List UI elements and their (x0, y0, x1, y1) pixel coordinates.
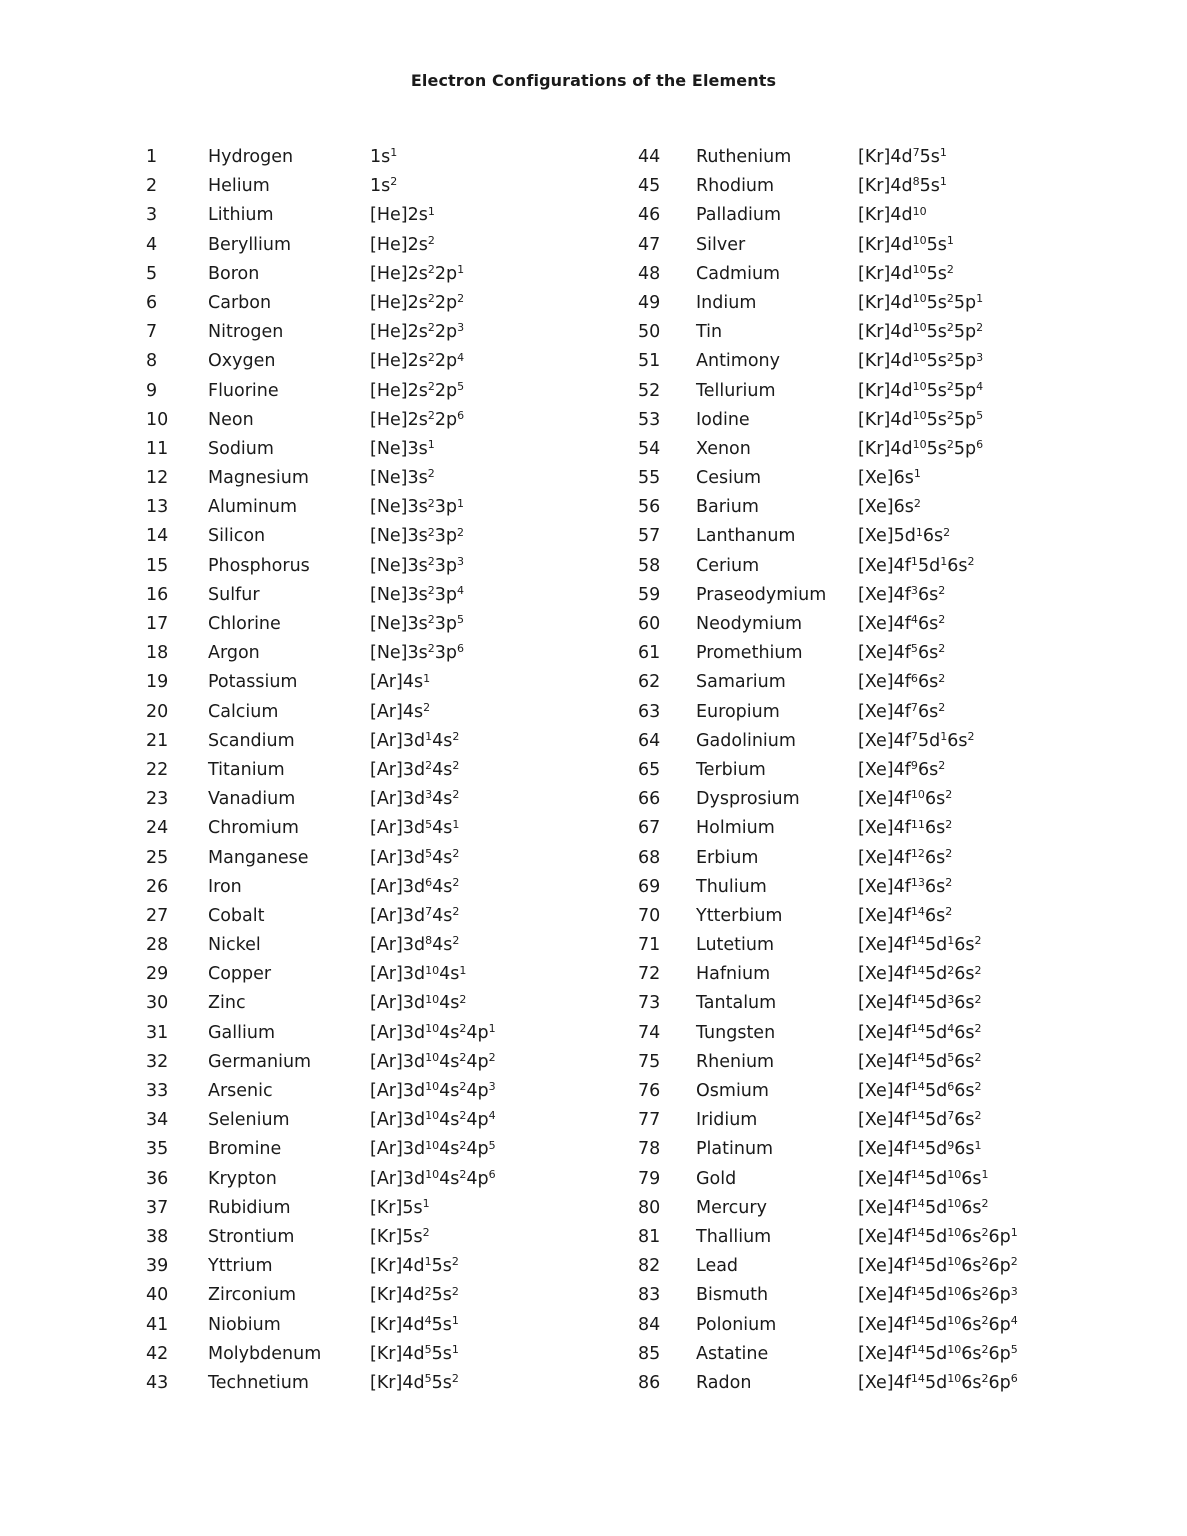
element-atomic-number: 39 (146, 1256, 169, 1277)
element-name: Dysprosium (696, 789, 800, 810)
element-electron-configuration: $[Xe]4f^36s^2$ (858, 584, 946, 605)
element-electron-configuration: $[Ar]3d^14s^2$ (370, 730, 460, 751)
element-name: Hafnium (696, 964, 771, 985)
element-atomic-number: 48 (638, 263, 661, 284)
element-atomic-number: 52 (638, 380, 661, 401)
element-atomic-number: 57 (638, 526, 661, 547)
element-name: Iodine (696, 409, 750, 430)
element-atomic-number: 76 (638, 1081, 661, 1101)
element-electron-configuration: $[He]2s^2$ (370, 233, 435, 255)
element-electron-configuration: $[Ne]3s^23p^3$ (370, 554, 465, 576)
element-atomic-number: 55 (638, 468, 661, 489)
element-name: Helium (208, 176, 270, 197)
element-name: Iridium (696, 1110, 758, 1131)
element-atomic-number: 15 (146, 555, 169, 576)
element-electron-configuration: $[He]2s^22p^1$ (370, 263, 465, 284)
element-electron-configuration: $[Xe]4f^{14}5d^{10}6s^1$ (858, 1167, 989, 1189)
element-name: Antimony (696, 351, 780, 372)
element-electron-configuration: $[Ne]3s^23p^6$ (370, 642, 465, 664)
element-name: Erbium (696, 847, 759, 868)
element-electron-configuration: $[Xe]4f^{14}5d^{10}6s^26p^5$ (858, 1342, 1018, 1364)
element-electron-configuration: $[Xe]6s^1$ (858, 467, 921, 489)
element-atomic-number: 59 (638, 584, 661, 605)
element-name: Potassium (208, 672, 298, 693)
element-name: Osmium (696, 1081, 769, 1101)
element-atomic-number: 11 (146, 438, 169, 459)
element-name: Calcium (208, 701, 279, 722)
element-atomic-number: 56 (638, 497, 661, 518)
element-name: Yttrium (208, 1256, 273, 1277)
element-electron-configuration: $[Kr]4d^75s^1$ (858, 146, 947, 167)
element-atomic-number: 40 (146, 1285, 169, 1306)
element-atomic-number: 80 (638, 1197, 661, 1218)
page-title: Electron Configurations of the Elements (410, 71, 777, 90)
element-atomic-number: 51 (638, 351, 661, 372)
element-electron-configuration: $[Ar]3d^64s^2$ (370, 875, 460, 897)
element-name: Arsenic (208, 1081, 273, 1101)
element-atomic-number: 10 (146, 409, 169, 430)
element-atomic-number: 44 (638, 147, 661, 167)
element-name: Manganese (208, 847, 309, 868)
element-name: Argon (208, 643, 260, 664)
element-name: Polonium (696, 1314, 777, 1335)
element-name: Zirconium (208, 1285, 297, 1306)
element-electron-configuration: $[Xe]4f^{12}6s^2$ (858, 846, 953, 868)
element-electron-configuration: $[Xe]4f^{14}5d^{10}6s^26p^1$ (858, 1226, 1018, 1247)
element-atomic-number: 50 (638, 322, 661, 343)
element-name: Silver (696, 234, 746, 255)
element-electron-configuration: $[Xe]4f^{14}5d^26s^2$ (858, 963, 982, 985)
element-name: Rhenium (696, 1051, 775, 1072)
element-electron-configuration: $[Kr]4d^55s^1$ (370, 1342, 459, 1364)
element-name: Chlorine (208, 614, 281, 634)
element-atomic-number: 30 (146, 993, 169, 1014)
element-name: Sulfur (208, 584, 260, 605)
element-name: Bromine (208, 1139, 282, 1160)
element-electron-configuration: $[Xe]6s^2$ (858, 496, 921, 518)
element-name: Fluorine (208, 380, 279, 401)
element-atomic-number: 54 (638, 438, 661, 459)
element-electron-configuration: $[Ar]4s^2$ (370, 700, 431, 722)
element-electron-configuration: $[Kr]5s^1$ (370, 1197, 430, 1218)
element-electron-configuration: $[Xe]4f^{14}5d^{10}6s^26p^2$ (858, 1255, 1018, 1277)
element-name: Barium (696, 497, 759, 518)
element-name: Chromium (208, 818, 299, 839)
element-name: Tin (696, 322, 723, 343)
element-name: Gallium (208, 1022, 276, 1043)
element-electron-configuration: $[Ar]3d^{10}4s^24p^2$ (370, 1051, 496, 1072)
element-name: Xenon (696, 438, 751, 459)
element-atomic-number: 42 (146, 1343, 169, 1364)
element-electron-configuration: $[Ar]3d^84s^2$ (370, 934, 460, 956)
element-electron-configuration: $[Ar]3d^24s^2$ (370, 759, 460, 780)
element-atomic-number: 62 (638, 672, 661, 693)
element-electron-configuration: $[Xe]4f^{14}5d^{10}6s^26p^3$ (858, 1284, 1018, 1306)
element-name: Palladium (696, 205, 782, 226)
element-electron-configuration: $[Kr]4d^{10}5s^25p^3$ (858, 350, 984, 372)
element-electron-configuration: $[Ne]3s^23p^2$ (370, 525, 465, 547)
element-name: Praseodymium (696, 584, 827, 605)
element-atomic-number: 38 (146, 1226, 169, 1247)
element-name: Germanium (208, 1051, 312, 1072)
element-electron-configuration: $[Ne]3s^23p^1$ (370, 496, 465, 518)
element-atomic-number: 46 (638, 205, 661, 226)
element-electron-configuration: $[Xe]4f^{14}5d^{10}6s^2$ (858, 1197, 989, 1218)
element-electron-configuration: $[Xe]4f^{14}5d^96s^1$ (858, 1138, 982, 1160)
element-electron-configuration: $[Xe]4f^96s^2$ (858, 759, 946, 780)
element-atomic-number: 33 (146, 1081, 169, 1101)
element-electron-configuration: $[Xe]4f^{14}5d^{10}6s^26p^4$ (858, 1313, 1018, 1335)
element-name: Holmium (696, 818, 775, 839)
element-name: Cadmium (696, 263, 781, 284)
element-electron-configuration: $[Ar]3d^{10}4s^2$ (370, 992, 467, 1014)
element-name: Vanadium (208, 789, 296, 810)
element-atomic-number: 64 (638, 730, 661, 751)
element-name: Europium (696, 701, 780, 722)
element-name: Gold (696, 1168, 737, 1189)
element-electron-configuration: $[Ar]3d^{10}4s^24p^6$ (370, 1167, 496, 1189)
element-name: Lead (696, 1256, 739, 1277)
element-name: Tellurium (696, 380, 776, 401)
element-atomic-number: 41 (146, 1314, 169, 1335)
element-electron-configuration: $[Xe]4f^{10}6s^2$ (858, 788, 953, 810)
element-electron-configuration: $[Xe]4f^{14}6s^2$ (858, 905, 953, 926)
element-name: Ruthenium (696, 147, 792, 167)
element-electron-configuration: $[Xe]4f^66s^2$ (858, 671, 946, 693)
element-atomic-number: 79 (638, 1168, 661, 1189)
element-name: Boron (208, 263, 260, 284)
element-name: Phosphorus (208, 555, 310, 576)
element-name: Sodium (208, 438, 274, 459)
element-electron-configuration: $[Xe]4f^{14}5d^76s^2$ (858, 1109, 982, 1131)
element-electron-configuration: $[Xe]4f^{14}5d^56s^2$ (858, 1051, 982, 1072)
element-electron-configuration: $[Xe]4f^{14}5d^66s^2$ (858, 1080, 982, 1101)
element-name: Molybdenum (208, 1343, 322, 1364)
element-name: Promethium (696, 643, 803, 664)
element-electron-configuration: $[Kr]4d^45s^1$ (370, 1313, 459, 1335)
element-electron-configuration: $[Xe]4f^76s^2$ (858, 700, 946, 722)
element-atomic-number: 47 (638, 234, 661, 255)
element-atomic-number: 26 (146, 876, 169, 897)
element-name: Nickel (208, 935, 261, 956)
element-electron-configuration: $[Kr]4d^{10}$ (858, 204, 927, 226)
element-electron-configuration: $[Xe]5d^16s^2$ (858, 525, 951, 547)
element-atomic-number: 83 (638, 1285, 661, 1306)
element-atomic-number: 27 (146, 905, 169, 926)
element-atomic-number: 22 (146, 759, 169, 780)
element-atomic-number: 84 (638, 1314, 661, 1335)
element-electron-configuration: $[Ar]3d^54s^2$ (370, 846, 460, 868)
element-electron-configuration: $[Xe]4f^{13}6s^2$ (858, 875, 953, 897)
element-electron-configuration: $[Ar]3d^{10}4s^24p^1$ (370, 1021, 496, 1043)
element-electron-configuration: $[Kr]4d^{10}5s^25p^4$ (858, 379, 984, 401)
element-electron-configuration: $[He]2s^22p^5$ (370, 379, 465, 401)
element-name: Bismuth (696, 1285, 769, 1306)
element-atomic-number: 77 (638, 1110, 661, 1131)
element-atomic-number: 36 (146, 1168, 169, 1189)
element-atomic-number: 18 (146, 643, 169, 664)
element-electron-configuration: $[Xe]4f^{11}6s^2$ (858, 817, 953, 839)
element-name: Nitrogen (208, 322, 284, 343)
element-name: Mercury (696, 1197, 767, 1218)
element-atomic-number: 81 (638, 1226, 661, 1247)
element-electron-configuration: $[Kr]4d^15s^2$ (370, 1255, 459, 1277)
element-electron-configuration: $[Xe]4f^{14}5d^46s^2$ (858, 1021, 982, 1043)
element-name: Ytterbium (696, 905, 783, 926)
element-electron-configuration: $[Kr]4d^85s^1$ (858, 175, 947, 197)
element-electron-configuration: $[Xe]4f^{14}5d^16s^2$ (858, 934, 982, 956)
element-atomic-number: 12 (146, 468, 169, 489)
element-name: Technetium (208, 1372, 309, 1393)
element-name: Copper (208, 964, 272, 985)
element-name: Cerium (696, 555, 760, 576)
element-name: Gadolinium (696, 730, 796, 751)
element-name: Radon (696, 1372, 752, 1393)
element-electron-configuration: $[Kr]4d^{10}5s^25p^1$ (858, 292, 984, 313)
element-name: Cesium (696, 468, 762, 489)
element-electron-configuration: $[Xe]4f^56s^2$ (858, 642, 946, 664)
element-electron-configuration: $[Kr]5s^2$ (370, 1226, 430, 1247)
element-atomic-number: 53 (638, 409, 661, 430)
element-atomic-number: 17 (146, 614, 169, 634)
element-atomic-number: 1 (146, 147, 158, 167)
element-name: Oxygen (208, 351, 276, 372)
element-name: Terbium (696, 759, 766, 780)
element-atomic-number: 6 (146, 292, 158, 313)
element-name: Hydrogen (208, 147, 294, 167)
element-atomic-number: 32 (146, 1051, 169, 1072)
element-electron-configuration: $[Xe]4f^75d^16s^2$ (858, 730, 975, 751)
element-atomic-number: 5 (146, 263, 158, 284)
element-atomic-number: 74 (638, 1022, 661, 1043)
element-atomic-number: 49 (638, 292, 661, 313)
element-electron-configuration: $[Ar]3d^54s^1$ (370, 817, 460, 839)
element-name: Carbon (208, 292, 272, 313)
element-atomic-number: 60 (638, 614, 661, 634)
element-atomic-number: 35 (146, 1139, 169, 1160)
element-atomic-number: 25 (146, 847, 169, 868)
element-name: Lithium (208, 205, 274, 226)
element-atomic-number: 69 (638, 876, 661, 897)
element-atomic-number: 71 (638, 935, 661, 956)
element-electron-configuration: $[He]2s^22p^4$ (370, 350, 465, 372)
element-electron-configuration: $[He]2s^22p^2$ (370, 292, 465, 313)
element-atomic-number: 29 (146, 964, 169, 985)
element-name: Krypton (208, 1168, 277, 1189)
element-name: Platinum (696, 1139, 774, 1160)
element-name: Strontium (208, 1226, 295, 1247)
element-atomic-number: 16 (146, 584, 169, 605)
element-electron-configuration: $[Kr]4d^{10}5s^25p^5$ (858, 408, 984, 430)
element-name: Niobium (208, 1314, 281, 1335)
element-atomic-number: 63 (638, 701, 661, 722)
element-name: Lanthanum (696, 526, 796, 547)
element-electron-configuration: $[Kr]4d^{10}5s^1$ (858, 233, 954, 255)
element-name: Scandium (208, 730, 295, 751)
element-atomic-number: 34 (146, 1110, 169, 1131)
element-electron-configuration: $[Kr]4d^25s^2$ (370, 1284, 459, 1306)
element-atomic-number: 65 (638, 759, 661, 780)
element-atomic-number: 75 (638, 1051, 661, 1072)
element-name: Neon (208, 409, 254, 430)
element-atomic-number: 13 (146, 497, 169, 518)
element-electron-configuration: $[Kr]4d^55s^2$ (370, 1372, 459, 1393)
element-electron-configuration: $[Ar]4s^1$ (370, 671, 431, 693)
element-electron-configuration: $[Kr]4d^{10}5s^25p^2$ (858, 321, 984, 343)
element-atomic-number: 67 (638, 818, 661, 839)
element-atomic-number: 45 (638, 176, 661, 197)
element-electron-configuration: $[Ne]3s^23p^5$ (370, 613, 465, 634)
element-name: Astatine (696, 1343, 769, 1364)
element-electron-configuration: $[Ar]3d^{10}4s^24p^5$ (370, 1138, 496, 1160)
element-name: Cobalt (208, 905, 265, 926)
element-electron-configuration: $[He]2s^22p^3$ (370, 321, 465, 343)
element-atomic-number: 14 (146, 526, 169, 547)
element-electron-configuration: $[Ne]3s^1$ (370, 438, 435, 459)
element-atomic-number: 7 (146, 322, 158, 343)
element-name: Silicon (208, 526, 266, 547)
element-name: Thallium (696, 1226, 772, 1247)
element-name: Titanium (208, 759, 285, 780)
element-atomic-number: 28 (146, 935, 169, 956)
element-name: Magnesium (208, 468, 309, 489)
element-name: Lutetium (696, 935, 775, 956)
element-atomic-number: 19 (146, 672, 169, 693)
element-name: Rubidium (208, 1197, 291, 1218)
element-atomic-number: 72 (638, 964, 661, 985)
element-atomic-number: 23 (146, 789, 169, 810)
element-atomic-number: 20 (146, 701, 169, 722)
element-electron-configuration: $[Ar]3d^74s^2$ (370, 905, 460, 926)
element-electron-configuration: $[Xe]4f^46s^2$ (858, 613, 946, 634)
element-electron-configuration: $[He]2s^22p^6$ (370, 408, 465, 430)
element-atomic-number: 86 (638, 1372, 661, 1393)
element-name: Aluminum (208, 497, 298, 518)
element-name: Iron (208, 876, 242, 897)
element-atomic-number: 4 (146, 234, 158, 255)
element-atomic-number: 2 (146, 176, 158, 197)
element-atomic-number: 21 (146, 730, 169, 751)
element-electron-configuration: $[Ne]3s^23p^4$ (370, 584, 465, 605)
element-electron-configuration: $1s^1$ (370, 146, 398, 167)
element-atomic-number: 58 (638, 555, 661, 576)
element-atomic-number: 70 (638, 905, 661, 926)
element-atomic-number: 8 (146, 351, 158, 372)
element-atomic-number: 78 (638, 1139, 661, 1160)
element-atomic-number: 43 (146, 1372, 169, 1393)
element-name: Indium (696, 292, 757, 313)
element-electron-configuration: $[Ne]3s^2$ (370, 467, 435, 489)
element-atomic-number: 73 (638, 993, 661, 1014)
element-atomic-number: 82 (638, 1256, 661, 1277)
element-atomic-number: 66 (638, 789, 661, 810)
element-electron-configuration: $[Kr]4d^{10}5s^25p^6$ (858, 438, 984, 459)
element-name: Tungsten (696, 1022, 776, 1043)
element-electron-configuration: $[Xe]4f^{14}5d^{10}6s^26p^6$ (858, 1372, 1018, 1393)
element-name: Beryllium (208, 234, 292, 255)
element-name: Thulium (696, 876, 767, 897)
element-electron-configuration: $[Ar]3d^{10}4s^1$ (370, 963, 467, 985)
element-atomic-number: 85 (638, 1343, 661, 1364)
element-atomic-number: 37 (146, 1197, 169, 1218)
element-electron-configuration: $[Ar]3d^{10}4s^24p^3$ (370, 1080, 496, 1101)
element-electron-configuration: $[Kr]4d^{10}5s^2$ (858, 263, 954, 284)
element-atomic-number: 24 (146, 818, 169, 839)
element-name: Zinc (208, 993, 246, 1014)
element-electron-configuration: $[Ar]3d^{10}4s^24p^4$ (370, 1109, 496, 1131)
element-name: Selenium (208, 1110, 290, 1131)
element-atomic-number: 31 (146, 1022, 169, 1043)
element-name: Samarium (696, 672, 786, 693)
element-electron-configuration: $1s^2$ (370, 175, 398, 197)
element-atomic-number: 9 (146, 380, 158, 401)
element-electron-configuration: $[He]2s^1$ (370, 204, 435, 226)
element-electron-configuration: $[Xe]4f^15d^16s^2$ (858, 554, 975, 576)
element-name: Neodymium (696, 614, 803, 634)
element-atomic-number: 3 (146, 205, 158, 226)
element-atomic-number: 61 (638, 643, 661, 664)
element-name: Tantalum (696, 993, 777, 1014)
element-name: Rhodium (696, 176, 775, 197)
element-electron-configuration: $[Xe]4f^{14}5d^36s^2$ (858, 992, 982, 1014)
element-electron-configuration: $[Ar]3d^34s^2$ (370, 788, 460, 810)
element-atomic-number: 68 (638, 847, 661, 868)
